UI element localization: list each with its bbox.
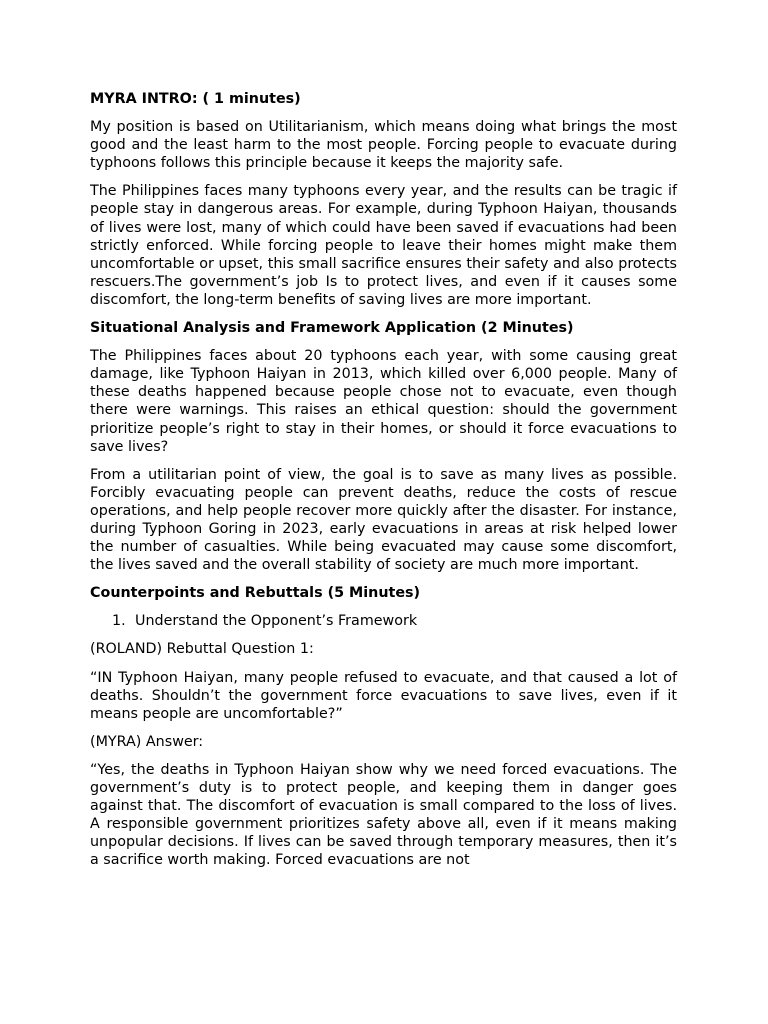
list-item bbox=[90, 612, 677, 630]
intro-paragraph-1: My position is based on Utilitarianism, which means doing what brings the most good and the least harm to the most people. Forcing people to evacuate during typhoons follows this principle because it keeps the majority safe. bbox=[90, 119, 677, 172]
answer-label: (MYRA) Answer: bbox=[90, 733, 204, 750]
list-number: 1. bbox=[112, 613, 126, 630]
situational-analysis-heading: Situational Analysis and Framework Application (2 Minutes) bbox=[90, 320, 574, 337]
counterpoints-heading: Counterpoints and Rebuttals (5 Minutes) bbox=[90, 585, 421, 602]
rebuttal-question-text: “IN Typhoon Haiyan, many people refused to evacuate, and that caused a lot of deaths. Shouldn’t the government force evacuations to save lives, even if it means people are uncomfortable?” bbox=[90, 669, 677, 722]
situational-paragraph-2: From a utilitarian point of view, the goal is to save as many lives as possible. Forcibly evacuating people can prevent deaths, reduce the costs of rescue operations, and help people recover more quickly after the disaster. For instance, during Typhoon Goring in 2023, early evacuations in areas at risk helped lower the number of casualties. While being evacuated may cause some discomfort, the lives saved and the overall stability of society are much more important. bbox=[90, 466, 677, 574]
intro-heading: MYRA INTRO: ( 1 minutes) bbox=[90, 91, 301, 107]
situational-paragraph-1: The Philippines faces about 20 typhoons each year, with some causing great damage, like Typhoon Haiyan in 2013, which killed over 6,000 people. Many of these deaths happened because people chose not to evacuate, even though there were warnings. This raises an ethical question: should the government prioritize people’s right to stay in their homes, or should it force evacuations to save lives? bbox=[90, 348, 677, 455]
document-page bbox=[90, 90, 677, 879]
numbered-list bbox=[90, 612, 677, 630]
intro-paragraph-2: The Philippines faces many typhoons every year, and the results can be tragic if people stay in dangerous areas. For example, during Typhoon Haiyan, thousands of lives were lost, many of which could have been saved if evacuations had been strictly enforced. While forcing people to leave their homes might make them uncomfortable or upset, this small sacrifice ensures their safety and also protects rescuers.The government’s job Is to protect lives, and even if it causes some discomfort, the long-term benefits of saving lives are more important. bbox=[90, 183, 677, 308]
list-item-text: Understand the Opponent’s Framework bbox=[135, 613, 418, 630]
answer-text: “Yes, the deaths in Typhoon Haiyan show why we need forced evacuations. The government’s duty is to protect people, and keeping them in danger goes against that. The discomfort of evacuation is small compared to the loss of lives. A responsible government prioritizes safety above all, even if it means making unpopular decisions. If lives can be saved through temporary measures, then it’s a sacrifice worth making. Forced evacuations are not bbox=[90, 761, 677, 869]
rebuttal-question-label: (ROLAND) Rebuttal Question 1: bbox=[90, 641, 314, 658]
